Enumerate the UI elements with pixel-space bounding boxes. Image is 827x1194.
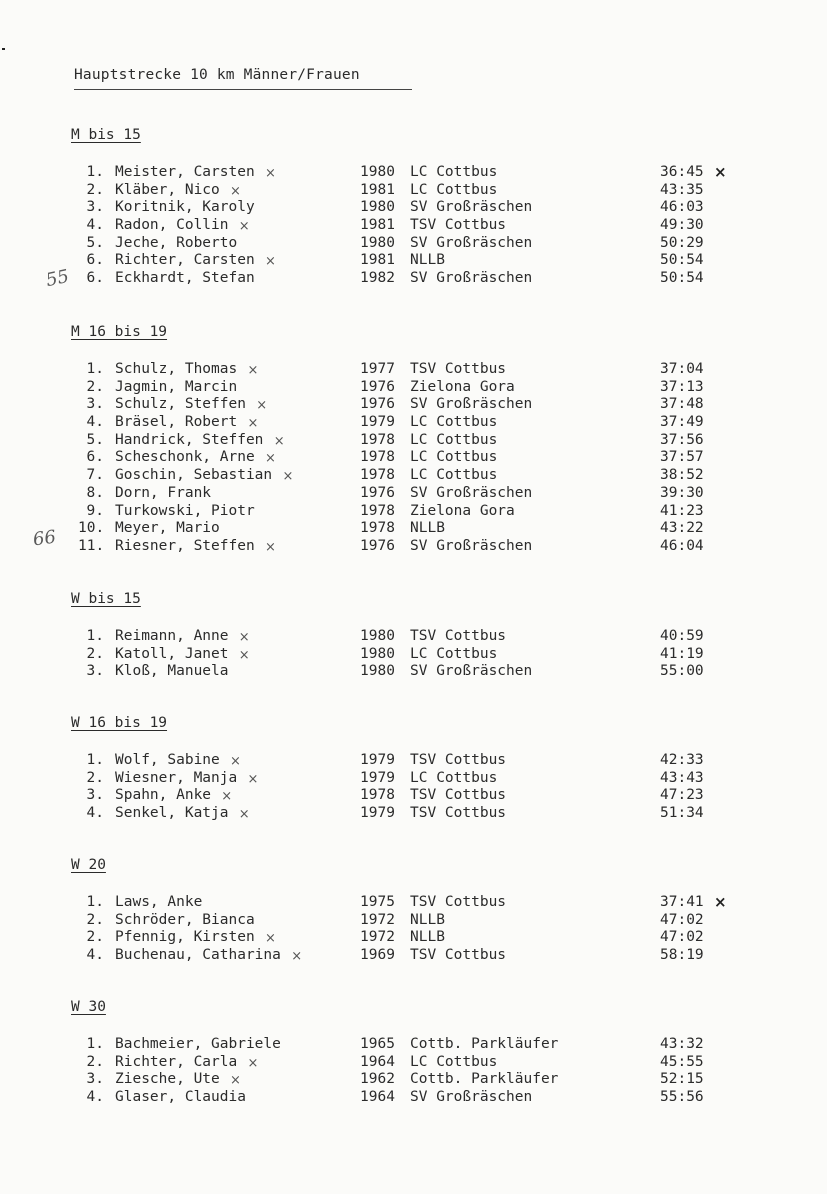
time-cell: 37:04 bbox=[660, 361, 704, 377]
year-cell: 1979 bbox=[360, 414, 395, 431]
rank-cell: 9. bbox=[86, 502, 104, 519]
time-cell: 52:15 bbox=[660, 1071, 704, 1088]
year-cell: 1979 bbox=[360, 805, 395, 822]
year-cell: 1976 bbox=[360, 484, 395, 501]
time-cell: 41:19 bbox=[660, 645, 704, 662]
result-rows bbox=[0, 628, 827, 681]
time-cell: 51:34 bbox=[660, 805, 704, 822]
name-cell: Meister, Carsten bbox=[115, 164, 255, 180]
result-row bbox=[0, 252, 827, 270]
club-cell: LC Cottbus bbox=[410, 449, 498, 466]
club-cell: LC Cottbus bbox=[410, 1053, 498, 1070]
club-cell: SV Großräschen bbox=[410, 199, 533, 216]
rank-cell: 3. bbox=[86, 1071, 104, 1088]
name-cell: Buchenau, Catharina bbox=[115, 947, 281, 964]
name-cell: Schröder, Bianca bbox=[115, 911, 255, 928]
name-cell: Senkel, Katja bbox=[115, 805, 229, 822]
year-cell: 1978 bbox=[360, 449, 395, 466]
result-row bbox=[0, 538, 827, 556]
result-row bbox=[0, 520, 827, 538]
time-cell: 37:57 bbox=[660, 449, 704, 466]
club-cell: TSV Cottbus bbox=[410, 361, 507, 377]
year-cell: 1978 bbox=[360, 431, 395, 448]
result-row bbox=[0, 929, 827, 947]
check-mark-icon: × bbox=[230, 183, 241, 199]
result-rows bbox=[0, 752, 827, 823]
club-cell: Zielona Gora bbox=[410, 378, 515, 395]
result-row bbox=[0, 379, 827, 397]
result-row bbox=[0, 235, 827, 253]
club-cell: Zielona Gora bbox=[410, 502, 515, 519]
year-cell: 1981 bbox=[360, 252, 395, 269]
club-cell: TSV Cottbus bbox=[410, 752, 507, 768]
name-cell: Ziesche, Ute bbox=[115, 1071, 220, 1088]
check-mark-icon: × bbox=[238, 647, 250, 663]
rank-cell: 4. bbox=[86, 947, 104, 964]
club-cell: TSV Cottbus bbox=[410, 217, 507, 234]
time-cell: 49:30 bbox=[660, 217, 704, 234]
rank-cell: 1. bbox=[86, 628, 104, 644]
time-cell: 38:52 bbox=[660, 467, 704, 484]
year-cell: 1972 bbox=[360, 929, 395, 946]
time-cell: 36:45 bbox=[660, 164, 704, 180]
name-cell: Meyer, Mario bbox=[115, 520, 220, 537]
rank-cell: 2. bbox=[86, 1053, 104, 1070]
handwritten-note-66: 66 bbox=[31, 526, 58, 551]
club-cell: SV Großräschen bbox=[410, 270, 533, 287]
time-cell: 46:04 bbox=[660, 537, 704, 554]
rank-cell: 3. bbox=[86, 396, 104, 413]
time-cell: 45:55 bbox=[660, 1053, 704, 1070]
result-row bbox=[0, 805, 827, 823]
name-cell: Radon, Collin bbox=[115, 217, 229, 234]
year-cell: 1969 bbox=[360, 947, 395, 964]
check-mark-icon: × bbox=[265, 166, 276, 181]
club-cell: NLLB bbox=[410, 520, 445, 537]
club-cell: SV Großräschen bbox=[410, 1089, 533, 1106]
club-cell: LC Cottbus bbox=[410, 431, 498, 448]
name-cell: Wolf, Sabine bbox=[115, 752, 220, 768]
time-cell: 50:54 bbox=[660, 252, 704, 269]
time-cell: 50:54 bbox=[660, 270, 704, 287]
rank-cell: 5. bbox=[86, 234, 104, 251]
result-row bbox=[0, 432, 827, 450]
check-mark-icon: × bbox=[265, 931, 276, 947]
time-check-mark-icon: × bbox=[714, 893, 727, 911]
year-cell: 1977 bbox=[360, 361, 395, 377]
name-cell: Richter, Carsten bbox=[115, 252, 255, 269]
check-mark-icon: × bbox=[230, 1073, 241, 1089]
year-cell: 1965 bbox=[360, 1036, 395, 1052]
check-mark-icon: × bbox=[230, 754, 241, 769]
club-cell: TSV Cottbus bbox=[410, 947, 507, 964]
club-cell: LC Cottbus bbox=[410, 645, 498, 662]
rank-cell: 5. bbox=[86, 431, 104, 448]
rank-cell: 1. bbox=[86, 164, 104, 180]
section-heading: W 16 bis 19 bbox=[71, 715, 168, 731]
year-cell: 1980 bbox=[360, 628, 395, 644]
section-heading: W 30 bbox=[71, 999, 106, 1015]
result-row bbox=[0, 361, 827, 379]
name-cell: Kloß, Manuela bbox=[115, 663, 229, 680]
club-cell: TSV Cottbus bbox=[410, 805, 507, 822]
rank-cell: 11. bbox=[78, 537, 105, 554]
result-row bbox=[0, 894, 827, 912]
rank-cell: 1. bbox=[86, 361, 104, 377]
year-cell: 1980 bbox=[360, 234, 395, 251]
time-cell: 55:56 bbox=[660, 1089, 704, 1106]
rank-cell: 1. bbox=[86, 752, 104, 768]
name-cell: Wiesner, Manja bbox=[115, 769, 238, 786]
rank-cell: 2. bbox=[86, 181, 104, 198]
result-row bbox=[0, 182, 827, 200]
check-mark-icon: × bbox=[247, 771, 259, 787]
year-cell: 1964 bbox=[360, 1053, 395, 1070]
result-rows bbox=[0, 1036, 827, 1107]
year-cell: 1982 bbox=[360, 270, 395, 287]
result-row bbox=[0, 467, 827, 485]
club-cell: TSV Cottbus bbox=[410, 628, 507, 644]
time-cell: 43:43 bbox=[660, 769, 704, 786]
rank-cell: 8. bbox=[86, 484, 104, 501]
name-cell: Goschin, Sebastian bbox=[115, 467, 273, 484]
check-mark-icon: × bbox=[247, 416, 259, 432]
result-row bbox=[0, 503, 827, 521]
club-cell: SV Großräschen bbox=[410, 537, 533, 554]
year-cell: 1976 bbox=[360, 396, 395, 413]
club-cell: SV Großräschen bbox=[410, 663, 533, 680]
rank-cell: 4. bbox=[86, 805, 104, 822]
check-mark-icon: × bbox=[265, 254, 276, 270]
time-cell: 58:19 bbox=[660, 947, 704, 964]
check-mark-icon: × bbox=[273, 433, 285, 449]
name-cell: Turkowski, Piotr bbox=[115, 502, 255, 519]
rank-cell: 6. bbox=[86, 449, 104, 466]
rank-cell: 6. bbox=[86, 252, 104, 269]
year-cell: 1978 bbox=[360, 787, 395, 804]
year-cell: 1976 bbox=[360, 378, 395, 395]
name-cell: Reimann, Anne bbox=[115, 628, 229, 644]
name-cell: Richter, Carla bbox=[115, 1053, 238, 1070]
time-cell: 37:41 bbox=[660, 894, 704, 910]
section-heading: W 20 bbox=[71, 857, 106, 873]
club-cell: NLLB bbox=[410, 911, 445, 928]
rank-cell: 4. bbox=[86, 217, 104, 234]
result-row bbox=[0, 663, 827, 681]
time-cell: 43:35 bbox=[660, 181, 704, 198]
name-cell: Riesner, Steffen bbox=[115, 537, 255, 554]
name-cell: Dorn, Frank bbox=[115, 484, 212, 501]
rank-cell: 2. bbox=[86, 645, 104, 662]
rank-cell: 1. bbox=[86, 894, 104, 910]
time-cell: 39:30 bbox=[660, 484, 704, 501]
time-cell: 42:33 bbox=[660, 752, 704, 768]
name-cell: Schulz, Steffen bbox=[115, 396, 246, 413]
scan-speck bbox=[2, 48, 5, 50]
time-cell: 37:48 bbox=[660, 396, 704, 413]
name-cell: Glaser, Claudia bbox=[115, 1089, 246, 1106]
handwritten-note-55: 55 bbox=[44, 265, 71, 292]
result-row bbox=[0, 1036, 827, 1054]
rank-cell: 6. bbox=[86, 270, 104, 287]
name-cell: Bachmeier, Gabriele bbox=[115, 1036, 281, 1052]
check-mark-icon: × bbox=[238, 807, 250, 823]
section-heading: W bis 15 bbox=[71, 591, 141, 607]
result-row bbox=[0, 396, 827, 414]
rank-cell: 2. bbox=[86, 911, 104, 928]
rank-cell: 3. bbox=[86, 663, 104, 680]
year-cell: 1981 bbox=[360, 181, 395, 198]
time-cell: 37:13 bbox=[660, 378, 704, 395]
year-cell: 1972 bbox=[360, 911, 395, 928]
name-cell: Spahn, Anke bbox=[115, 787, 212, 804]
time-cell: 55:00 bbox=[660, 663, 704, 680]
year-cell: 1978 bbox=[360, 502, 395, 519]
rank-cell: 4. bbox=[86, 1089, 104, 1106]
time-cell: 40:59 bbox=[660, 628, 704, 644]
result-row bbox=[0, 912, 827, 930]
club-cell: SV Großräschen bbox=[410, 484, 533, 501]
result-row bbox=[0, 270, 827, 288]
rank-cell: 2. bbox=[86, 769, 104, 786]
rank-cell: 2. bbox=[86, 929, 104, 946]
year-cell: 1981 bbox=[360, 217, 395, 234]
page-title: Hauptstrecke 10 km Männer/Frauen bbox=[74, 67, 412, 90]
time-cell: 47:23 bbox=[660, 787, 704, 804]
time-cell: 46:03 bbox=[660, 199, 704, 216]
check-mark-icon: × bbox=[265, 539, 276, 555]
year-cell: 1980 bbox=[360, 663, 395, 680]
check-mark-icon: × bbox=[291, 949, 303, 965]
name-cell: Katoll, Janet bbox=[115, 645, 229, 662]
club-cell: LC Cottbus bbox=[410, 769, 498, 786]
result-row bbox=[0, 449, 827, 467]
result-row bbox=[0, 414, 827, 432]
club-cell: Cottb. Parkläufer bbox=[410, 1071, 559, 1088]
club-cell: TSV Cottbus bbox=[410, 894, 507, 910]
year-cell: 1979 bbox=[360, 752, 395, 768]
name-cell: Bräsel, Robert bbox=[115, 414, 238, 431]
result-rows bbox=[0, 894, 827, 965]
year-cell: 1978 bbox=[360, 520, 395, 537]
rank-cell: 4. bbox=[86, 414, 104, 431]
rank-cell: 3. bbox=[86, 199, 104, 216]
rank-cell: 10. bbox=[78, 520, 105, 537]
rank-cell: 2. bbox=[86, 378, 104, 395]
club-cell: LC Cottbus bbox=[410, 181, 498, 198]
club-cell: Cottb. Parkläufer bbox=[410, 1036, 559, 1052]
rank-cell: 1. bbox=[86, 1036, 104, 1052]
check-mark-icon: × bbox=[247, 363, 259, 378]
result-row bbox=[0, 752, 827, 770]
year-cell: 1980 bbox=[360, 645, 395, 662]
year-cell: 1962 bbox=[360, 1071, 395, 1088]
time-cell: 37:49 bbox=[660, 414, 704, 431]
year-cell: 1980 bbox=[360, 199, 395, 216]
rank-cell: 7. bbox=[86, 467, 104, 484]
name-cell: Schulz, Thomas bbox=[115, 361, 238, 377]
club-cell: SV Großräschen bbox=[410, 234, 533, 251]
name-cell: Handrick, Steffen bbox=[115, 431, 264, 448]
name-cell: Koritnik, Karoly bbox=[115, 199, 255, 216]
year-cell: 1964 bbox=[360, 1089, 395, 1106]
result-row bbox=[0, 787, 827, 805]
result-row bbox=[0, 199, 827, 217]
section-heading: M 16 bis 19 bbox=[71, 324, 168, 340]
time-cell: 41:23 bbox=[660, 502, 704, 519]
result-rows bbox=[0, 361, 827, 556]
check-mark-icon: × bbox=[256, 398, 268, 414]
time-cell: 47:02 bbox=[660, 929, 704, 946]
check-mark-icon: × bbox=[221, 789, 233, 805]
check-mark-icon: × bbox=[238, 219, 250, 235]
name-cell: Pfennig, Kirsten bbox=[115, 929, 255, 946]
section-heading: M bis 15 bbox=[71, 127, 141, 143]
club-cell: NLLB bbox=[410, 252, 445, 269]
name-cell: Jeche, Roberto bbox=[115, 234, 238, 251]
year-cell: 1978 bbox=[360, 467, 395, 484]
result-row bbox=[0, 1071, 827, 1089]
rank-cell: 3. bbox=[86, 787, 104, 804]
year-cell: 1980 bbox=[360, 164, 395, 180]
time-cell: 43:22 bbox=[660, 520, 704, 537]
result-rows bbox=[0, 164, 827, 288]
name-cell: Eckhardt, Stefan bbox=[115, 270, 255, 287]
result-row bbox=[0, 770, 827, 788]
result-row bbox=[0, 646, 827, 664]
check-mark-icon: × bbox=[265, 451, 276, 467]
name-cell: Jagmin, Marcin bbox=[115, 378, 238, 395]
result-row bbox=[0, 1089, 827, 1107]
check-mark-icon: × bbox=[282, 469, 294, 485]
result-row bbox=[0, 1054, 827, 1072]
result-row bbox=[0, 628, 827, 646]
club-cell: SV Großräschen bbox=[410, 396, 533, 413]
time-check-mark-icon: × bbox=[714, 163, 727, 181]
year-cell: 1976 bbox=[360, 537, 395, 554]
club-cell: NLLB bbox=[410, 929, 445, 946]
result-row bbox=[0, 217, 827, 235]
result-row bbox=[0, 485, 827, 503]
check-mark-icon: × bbox=[238, 630, 250, 645]
result-row bbox=[0, 947, 827, 965]
check-mark-icon: × bbox=[247, 1055, 259, 1071]
time-cell: 50:29 bbox=[660, 234, 704, 251]
club-cell: TSV Cottbus bbox=[410, 787, 507, 804]
time-cell: 37:56 bbox=[660, 431, 704, 448]
time-cell: 43:32 bbox=[660, 1036, 704, 1052]
year-cell: 1975 bbox=[360, 894, 395, 910]
name-cell: Kläber, Nico bbox=[115, 181, 220, 198]
club-cell: LC Cottbus bbox=[410, 414, 498, 431]
name-cell: Laws, Anke bbox=[115, 894, 203, 910]
result-row bbox=[0, 164, 827, 182]
name-cell: Scheschonk, Arne bbox=[115, 449, 255, 466]
time-cell: 47:02 bbox=[660, 911, 704, 928]
year-cell: 1979 bbox=[360, 769, 395, 786]
club-cell: LC Cottbus bbox=[410, 467, 498, 484]
club-cell: LC Cottbus bbox=[410, 164, 498, 180]
